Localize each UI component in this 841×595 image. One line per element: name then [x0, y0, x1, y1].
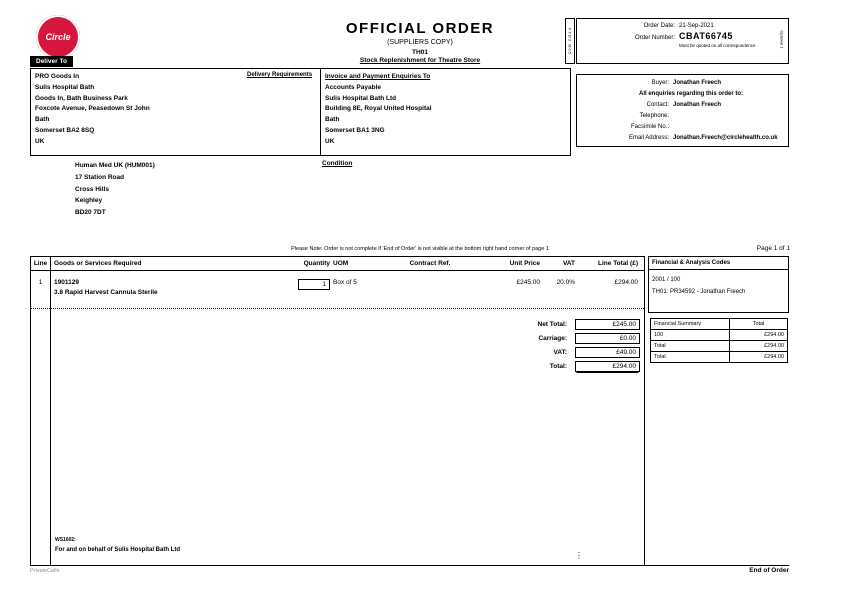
- financial-summary-row: [651, 330, 788, 341]
- quote-note: Must be quoted on all correspondence: [679, 43, 756, 48]
- buyer-value: Jonathan Freech: [673, 80, 722, 86]
- contact-value: Jonathan Freech: [673, 102, 722, 108]
- financial-summary-code: 100: [651, 330, 730, 341]
- telephone-label: Telephone:: [639, 113, 669, 119]
- supplier-address-line: BD20 7DT: [75, 209, 106, 217]
- financial-summary-row: [651, 341, 788, 352]
- item-contract-ref: [390, 279, 470, 296]
- item-line-total: £294.00: [614, 279, 638, 286]
- order-date-value: 21-Sep-2021: [679, 23, 714, 29]
- circle-logo: [36, 15, 80, 59]
- item-unit-price: £245.00: [516, 279, 540, 286]
- delivery-address-line: PRO Goods In: [35, 73, 80, 80]
- vertical-ellipsis: ⋮: [575, 551, 583, 560]
- carriage-label: Carriage:: [538, 335, 567, 342]
- contact-row: [577, 100, 788, 111]
- cost-code: 2001 / 100: [652, 277, 681, 283]
- supplier-address-line: Keighley: [75, 197, 103, 205]
- items-table: [30, 256, 645, 565]
- delivery-address-line: Sulis Hospital Bath: [35, 83, 95, 91]
- address-box: [30, 68, 571, 156]
- financial-summary-amount: £294.00: [730, 352, 788, 363]
- suppliers-copy-label: (SUPPLIERS COPY): [387, 39, 453, 46]
- supplier-address-line: Human Med UK (HUM001): [75, 162, 155, 169]
- item-description: 3.8 Rapid Harvest Cannula Sterile: [54, 288, 158, 296]
- contact-label: Contact:: [646, 102, 669, 108]
- header-unit-price: Unit Price: [509, 260, 540, 267]
- delivery-address-line: Bath: [35, 116, 50, 124]
- invoice-enquiries-heading: Invoice and Payment Enquiries To: [325, 73, 431, 80]
- page-title: OFFICIAL ORDER: [345, 20, 495, 37]
- order-number-label: Order Number:: [634, 35, 675, 41]
- header-line-total: Line Total (£): [598, 260, 638, 267]
- facsimile-label: Facsimile No.:: [630, 124, 669, 130]
- financial-summary-code: Total: [651, 341, 730, 352]
- requisition-ref: TH01: PR34592 - Jonathan Freech: [652, 288, 746, 295]
- contact-row: [577, 111, 788, 122]
- contact-row: [577, 133, 788, 144]
- item-uom: Box of 5: [333, 279, 357, 286]
- contact-row: [577, 78, 788, 89]
- financial-codes-box: [648, 256, 789, 313]
- dept-code: TH01: [412, 49, 428, 56]
- item-code: 1901129: [54, 279, 79, 286]
- financial-summary-total-header: Total: [730, 319, 788, 330]
- financial-summary-amount: £294.00: [730, 341, 788, 352]
- financial-summary-table: [650, 318, 788, 363]
- address-divider: [320, 69, 321, 155]
- financial-summary-row: [651, 352, 788, 363]
- item-quantity-cell: [298, 279, 330, 296]
- order-info-box: [576, 18, 789, 64]
- header-goods: Goods or Services Required: [54, 260, 142, 267]
- invoice-address-line: Sulis Hospital Bath Ltd: [325, 94, 397, 102]
- financial-codes-header: Financial & Analysis Codes: [649, 257, 788, 270]
- total-label: Total:: [549, 363, 567, 370]
- item-vat: 20.0%: [556, 279, 575, 286]
- order-note: Please Note: Order is not complete if 'End of Order' is not visible at the bottom right hand corner of page 1: [291, 246, 549, 252]
- delivery-address-line: Somerset BA2 8SQ: [35, 126, 95, 134]
- document-header: [250, 20, 590, 64]
- footer-rule: [30, 565, 789, 566]
- circle-logo-text: Circle: [45, 32, 71, 42]
- supplier-address: [75, 160, 155, 219]
- net-total-row: [380, 319, 640, 330]
- header-uom: UOM: [333, 260, 349, 267]
- supplier-address-line: 17 Station Road: [75, 173, 125, 181]
- delivery-address-line: Goods In, Bath Business Park: [35, 94, 128, 102]
- invoice-address-line: UK: [325, 137, 335, 145]
- total-value: £294.00: [575, 361, 640, 372]
- item-line-number: 1: [38, 279, 43, 286]
- total-row: [380, 361, 640, 372]
- financial-summary-code: Total: [651, 352, 730, 363]
- vat-row: [380, 347, 640, 358]
- financial-codes-body: [649, 270, 788, 296]
- enquiries-note: All enquiries regarding this order to:: [639, 91, 744, 97]
- line-column-divider: [50, 257, 51, 565]
- carriage-value: £0.00: [575, 333, 640, 344]
- vat-label: VAT:: [553, 349, 567, 356]
- header-line: Line: [33, 260, 48, 267]
- financial-summary-amount: £294.00: [730, 330, 788, 341]
- condition-label: Condition: [322, 160, 353, 167]
- vat-value: £49.00: [575, 347, 640, 358]
- invoice-address-line: Somerset BA1 3NG: [325, 126, 385, 134]
- net-total-value: £245.00: [575, 319, 640, 330]
- contact-row: [577, 89, 788, 100]
- row-separator: [31, 308, 644, 309]
- behalf-line: For and on behalf of Sulis Hospital Bath Ltd: [55, 547, 180, 553]
- side-code-label: FTD3 M05: [567, 27, 573, 55]
- optional-label: Optional 1: [779, 30, 785, 49]
- header-vat: VAT: [562, 260, 575, 267]
- deliver-to-chip: Deliver To: [30, 56, 73, 67]
- delivery-requirements-label: Delivery Requirements: [247, 72, 313, 78]
- financial-summary-header-row: [651, 319, 788, 330]
- totals-summary: [380, 319, 640, 375]
- invoice-address-line: Building 8E, Royal United Hospital: [325, 105, 432, 113]
- header-contract-ref: Contract Ref.: [409, 260, 451, 267]
- order-number-value: CBAT66745: [679, 31, 733, 41]
- carriage-row: [380, 333, 640, 344]
- enquiries-label: [577, 89, 635, 100]
- delivery-address: [35, 72, 150, 148]
- header-quantity: Quantity: [303, 260, 330, 267]
- supplier-address-line: Cross Hills: [75, 185, 109, 193]
- invoice-enquiries: [325, 72, 432, 148]
- net-total-label: Net Total:: [537, 321, 567, 328]
- delivery-address-line: UK: [35, 137, 45, 145]
- invoice-address-line: Bath: [325, 116, 340, 124]
- delivery-address-line: Foxcote Avenue, Peasedown St John: [35, 105, 150, 113]
- quantity-box: 1: [298, 279, 330, 290]
- order-description: Stock Replenishment for Theatre Store: [359, 57, 481, 64]
- buyer-label: Buyer:: [651, 80, 669, 86]
- footer-left-text: PrivateCells: [30, 568, 60, 574]
- financial-summary-col-header: Financial Summary: [651, 319, 730, 330]
- email-label: Email Address:: [628, 135, 669, 141]
- page-indicator: Page 1 of 1: [756, 245, 790, 252]
- item-row: [31, 279, 644, 296]
- invoice-address-line: Accounts Payable: [325, 83, 381, 91]
- end-of-order-label: End of Order: [749, 567, 789, 574]
- contact-row: [577, 122, 788, 133]
- order-date-label: Order Date:: [643, 23, 675, 29]
- item-goods: [50, 279, 298, 296]
- side-code-strip: [565, 18, 575, 64]
- ws-code: WS1602:: [55, 537, 76, 543]
- email-value: Jonathan.Freech@circlehealth.co.uk: [673, 135, 778, 141]
- items-table-header: [31, 257, 644, 271]
- buyer-contact-box: [576, 74, 789, 147]
